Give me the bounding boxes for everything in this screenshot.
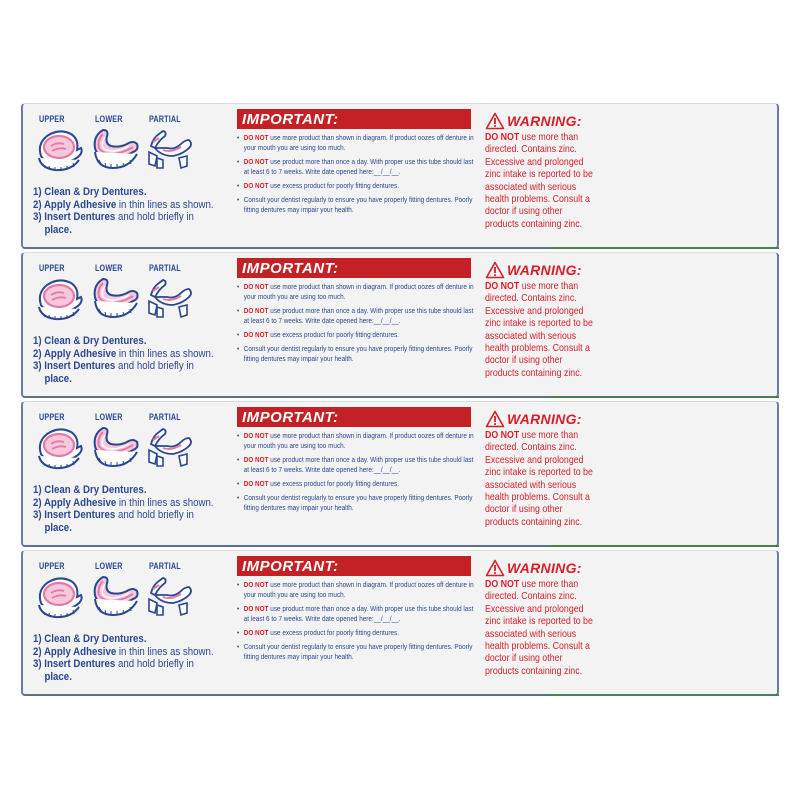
warning-title: WARNING:	[507, 560, 582, 576]
partial-denture-icon	[143, 424, 199, 474]
warning-triangle-icon	[485, 112, 505, 130]
important-item: • DO NOT use excess product for poorly fitting dentures.	[237, 628, 479, 638]
lower-denture-icon	[89, 275, 143, 325]
denture-type-labels	[39, 412, 235, 424]
lower-denture-icon	[89, 573, 143, 623]
important-item: • DO NOT use more product than shown in diagram. If product oozes off denture in your mouth you are using too much.	[237, 580, 479, 600]
important-section	[237, 556, 487, 692]
step-2: 2) Apply Adhesive in thin lines as shown.	[33, 496, 214, 509]
important-list	[237, 580, 477, 666]
warning-text: DO NOT use more than directed. Contains zinc. Excessive and prolonged zinc intake is reported to be associated with serious health problems. Consult a doctor if using other products containing zinc.	[485, 131, 593, 230]
warning-text: DO NOT use more than directed. Contains zinc. Excessive and prolonged zinc intake is reported to be associated with serious health problems. Consult a doctor if using other products containing zinc.	[485, 578, 593, 677]
important-item: • DO NOT use product more than once a day. With proper use this tube should last at least 6 to 7 weeks. Write date opened here:__/__/__.	[237, 306, 479, 326]
step-3: 3) Insert Dentures and hold briefly in	[33, 211, 194, 223]
step-1: 1) Clean & Dry Dentures.	[33, 335, 147, 347]
label-lower: LOWER	[95, 263, 123, 273]
step-3-continued: place.	[44, 521, 72, 534]
warning-triangle-icon	[485, 261, 505, 279]
partial-denture-icon	[143, 126, 199, 176]
usage-steps	[33, 335, 233, 385]
important-title: IMPORTANT:	[242, 260, 339, 277]
important-item: • DO NOT use excess product for poorly fitting dentures.	[237, 479, 479, 489]
important-item: • DO NOT use more product than shown in diagram. If product oozes off denture in your mouth you are using too much.	[237, 133, 479, 153]
label-lower: LOWER	[95, 114, 123, 124]
lower-denture-icon	[89, 126, 143, 176]
important-item: • Consult your dentist regularly to ensure you have properly fitting dentures. Poorly fitting dentures may impair your health.	[237, 344, 479, 364]
step-2: 2) Apply Adhesive in thin lines as shown.	[33, 645, 214, 658]
important-banner	[237, 109, 471, 129]
step-3: 3) Insert Dentures and hold briefly in	[33, 658, 194, 670]
important-item: • DO NOT use product more than once a day. With proper use this tube should last at least 6 to 7 weeks. Write date opened here:__/__/__.	[237, 157, 479, 177]
important-item: • DO NOT use more product than shown in diagram. If product oozes off denture in your mouth you are using too much.	[237, 431, 479, 451]
label-partial: PARTIAL	[149, 114, 181, 124]
step-3-continued: place.	[44, 670, 72, 683]
denture-type-labels	[39, 263, 235, 275]
upper-denture-icon	[33, 424, 85, 474]
important-title: IMPORTANT:	[242, 409, 339, 426]
important-item: • Consult your dentist regularly to ensure you have properly fitting dentures. Poorly fitting dentures may impair your health.	[237, 195, 479, 215]
warning-triangle-icon	[485, 410, 505, 428]
label-upper: UPPER	[39, 114, 65, 124]
step-3: 3) Insert Dentures and hold briefly in	[33, 509, 194, 521]
label-upper: UPPER	[39, 263, 65, 273]
step-1: 1) Clean & Dry Dentures.	[33, 633, 147, 645]
important-list	[237, 282, 477, 368]
step-1: 1) Clean & Dry Dentures.	[33, 484, 147, 496]
usage-steps	[33, 484, 233, 534]
important-list	[237, 133, 477, 219]
warning-title: WARNING:	[507, 113, 582, 129]
label-upper: UPPER	[39, 561, 65, 571]
lower-denture-icon	[89, 424, 143, 474]
usage-diagram	[33, 410, 229, 544]
warning-section	[485, 112, 685, 246]
step-1: 1) Clean & Dry Dentures.	[33, 186, 147, 198]
instruction-panel-4	[21, 550, 779, 696]
label-partial: PARTIAL	[149, 561, 181, 571]
usage-steps	[33, 633, 233, 683]
warning-text: DO NOT use more than directed. Contains zinc. Excessive and prolonged zinc intake is reported to be associated with serious health problems. Consult a doctor if using other products containing zinc.	[485, 429, 593, 528]
important-item: • DO NOT use more product than shown in diagram. If product oozes off denture in your mouth you are using too much.	[237, 282, 479, 302]
label-partial: PARTIAL	[149, 412, 181, 422]
denture-type-labels	[39, 114, 235, 126]
label-lower: LOWER	[95, 412, 123, 422]
important-title: IMPORTANT:	[242, 111, 339, 128]
important-item: • Consult your dentist regularly to ensure you have properly fitting dentures. Poorly fitting dentures may impair your health.	[237, 642, 479, 662]
label-upper: UPPER	[39, 412, 65, 422]
step-3-continued: place.	[44, 223, 72, 236]
usage-steps	[33, 186, 233, 236]
warning-section	[485, 559, 685, 693]
denture-type-labels	[39, 561, 235, 573]
important-section	[237, 407, 487, 543]
important-banner	[237, 407, 471, 427]
important-item: • DO NOT use excess product for poorly fitting dentures.	[237, 330, 479, 340]
important-section	[237, 109, 487, 245]
partial-denture-icon	[143, 275, 199, 325]
instruction-panel-1	[21, 103, 779, 249]
usage-diagram	[33, 112, 229, 246]
important-item: • DO NOT use product more than once a day. With proper use this tube should last at least 6 to 7 weeks. Write date opened here:__/__/__.	[237, 455, 479, 475]
warning-text: DO NOT use more than directed. Contains zinc. Excessive and prolonged zinc intake is reported to be associated with serious health problems. Consult a doctor if using other products containing zinc.	[485, 280, 593, 379]
label-partial: PARTIAL	[149, 263, 181, 273]
upper-denture-icon	[33, 275, 85, 325]
warning-title: WARNING:	[507, 411, 582, 427]
important-title: IMPORTANT:	[242, 558, 339, 575]
instruction-panel-3	[21, 401, 779, 547]
warning-header	[485, 559, 685, 579]
step-3-continued: place.	[44, 372, 72, 385]
upper-denture-icon	[33, 573, 85, 623]
warning-header	[485, 261, 685, 281]
instruction-panel-2	[21, 252, 779, 398]
warning-title: WARNING:	[507, 262, 582, 278]
step-2: 2) Apply Adhesive in thin lines as shown.	[33, 347, 214, 360]
warning-header	[485, 112, 685, 132]
usage-diagram	[33, 261, 229, 395]
important-banner	[237, 258, 471, 278]
usage-diagram	[33, 559, 229, 693]
warning-section	[485, 261, 685, 395]
important-list	[237, 431, 477, 517]
warning-section	[485, 410, 685, 544]
warning-header	[485, 410, 685, 430]
warning-triangle-icon	[485, 559, 505, 577]
partial-denture-icon	[143, 573, 199, 623]
important-section	[237, 258, 487, 394]
important-item: • Consult your dentist regularly to ensure you have properly fitting dentures. Poorly fitting dentures may impair your health.	[237, 493, 479, 513]
step-2: 2) Apply Adhesive in thin lines as shown.	[33, 198, 214, 211]
step-3: 3) Insert Dentures and hold briefly in	[33, 360, 194, 372]
important-item: • DO NOT use excess product for poorly fitting dentures.	[237, 181, 479, 191]
important-item: • DO NOT use product more than once a day. With proper use this tube should last at least 6 to 7 weeks. Write date opened here:__/__/__.	[237, 604, 479, 624]
upper-denture-icon	[33, 126, 85, 176]
label-lower: LOWER	[95, 561, 123, 571]
important-banner	[237, 556, 471, 576]
